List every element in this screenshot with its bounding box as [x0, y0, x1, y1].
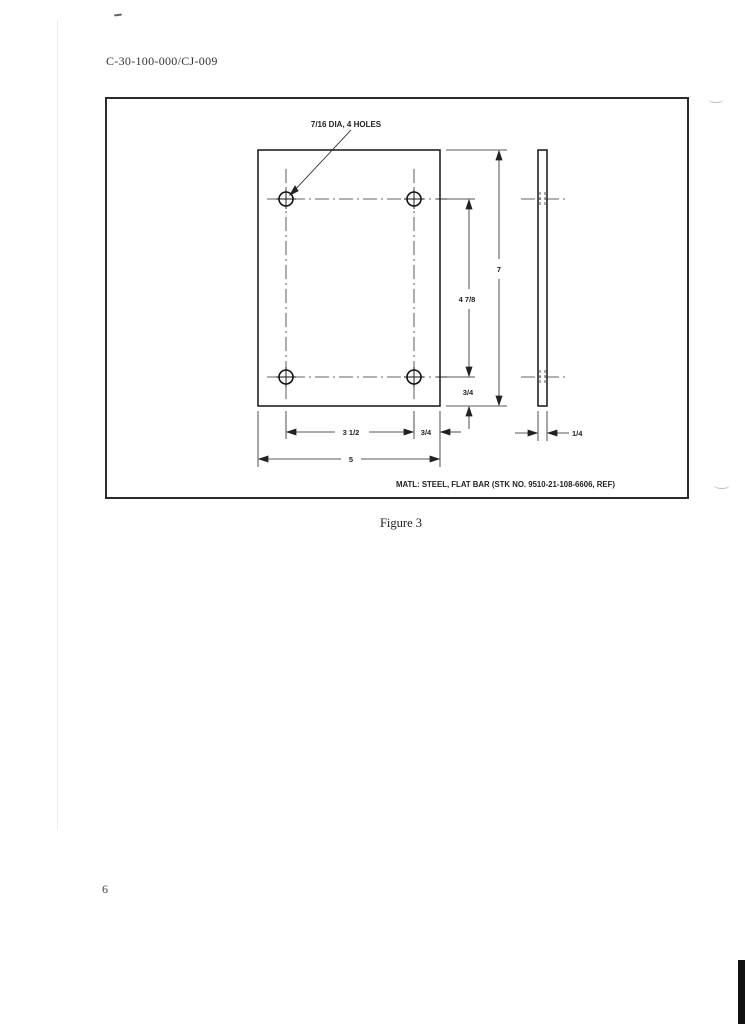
scan-edge-mark: [708, 96, 724, 103]
dim-overall-width-label: 5: [348, 455, 354, 464]
technical-drawing: [107, 99, 687, 497]
figure-caption: Figure 3: [379, 516, 422, 530]
dim-bottom-offset-label: 3/4: [462, 388, 474, 397]
dim-side-offset-label: 3/4: [420, 428, 432, 437]
dim-hole-spacing-vertical-label: 4 7/8: [458, 295, 476, 304]
center-lines: [267, 169, 569, 399]
hole-callout-leader: [290, 130, 351, 195]
plate-side-view: [538, 150, 547, 406]
page-number: 6: [102, 882, 108, 896]
plate-outline: [258, 150, 440, 406]
dim-hole-spacing-vertical: [437, 199, 475, 377]
page-margin-line: [57, 20, 58, 830]
scan-mark: [114, 13, 122, 16]
scan-edge-mark: [714, 482, 730, 489]
dim-thickness-label: 1/4: [572, 429, 583, 438]
document-id: C-30-100-000/CJ-009: [106, 54, 218, 68]
dim-side-offset: [441, 429, 461, 435]
hole-crosshairs: [276, 189, 424, 387]
dim-hole-spacing-horizontal-label: 3 1/2: [342, 428, 360, 437]
scan-edge-bar: [738, 960, 745, 1024]
holes: [279, 192, 421, 384]
dim-overall-height-label: 7: [496, 265, 502, 274]
dim-overall-height: [446, 150, 507, 406]
side-view-hidden-holes: [540, 192, 545, 384]
figure-frame: [105, 97, 689, 499]
material-note: MATL: STEEL, FLAT BAR (STK NO. 9510-21-108-6606, REF): [396, 480, 615, 489]
dim-bottom-offset: [466, 407, 472, 429]
hole-callout: 7/16 DIA, 4 HOLES: [310, 120, 382, 129]
dim-thickness: [515, 430, 569, 436]
